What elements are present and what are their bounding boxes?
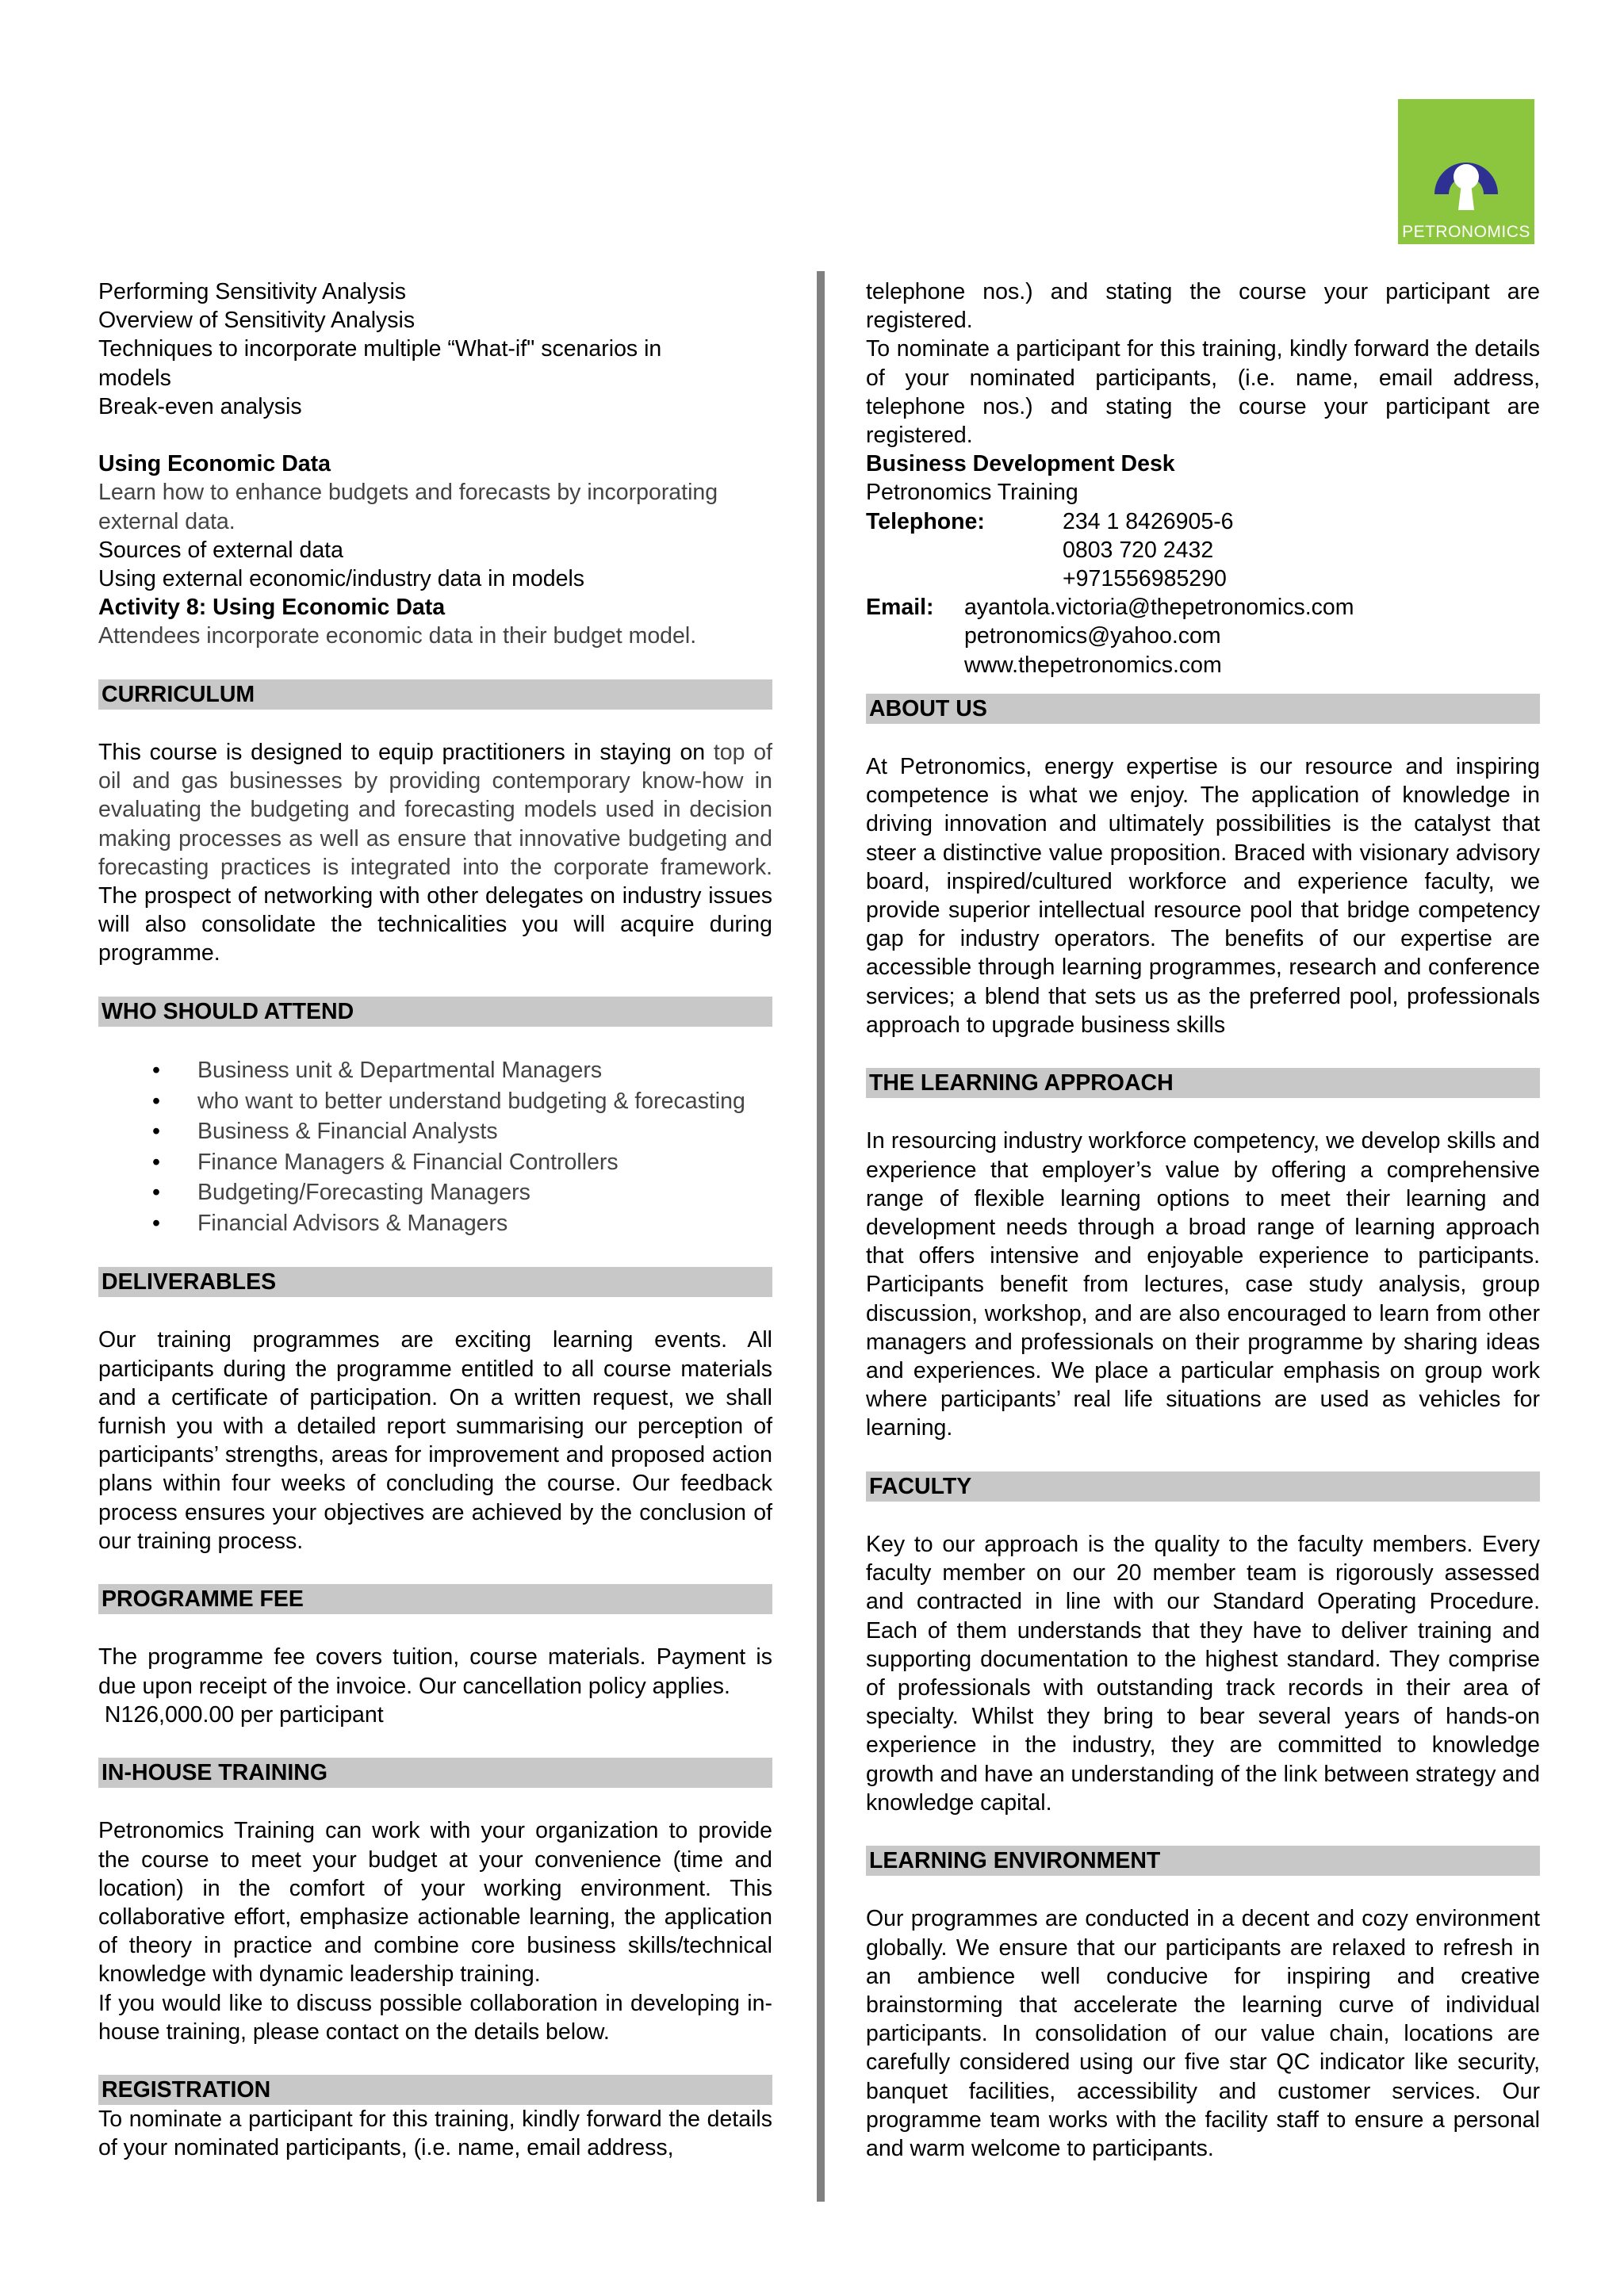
phone-row — [866, 507, 1540, 594]
desk-title: Business Development Desk — [866, 451, 1175, 477]
programme-fee-heading: PROGRAMME FEE — [98, 1584, 772, 1614]
inhouse-text: Petronomics Training can work with your organization to provide the course to meet your budget at your convenience (time and location) in the comfort of your working environment. This collaborative effort, emphasize actionable learning, the application of theory in practice and combine core business skills/technical knowledge with dynamic leadership training. — [98, 1818, 772, 1988]
attendee-list — [98, 1055, 772, 1238]
fee-text: The programme fee covers tuition, course materials. Payment is due upon receipt of the invoice. Our cancellation policy applies. — [98, 1644, 772, 1699]
economic-desc: Learn how to enhance budgets and forecasts by incorporating — [98, 480, 718, 506]
curriculum-heading: CURRICULUM — [98, 679, 772, 710]
registration-continued: telephone nos.) and stating the course your participant are registered. — [866, 279, 1540, 334]
right-column — [866, 277, 1540, 2163]
learning-approach-heading: THE LEARNING APPROACH — [866, 1068, 1540, 1098]
inhouse-contact-text: If you would like to discuss possible collaboration in developing in-house training, please contact on the details below. — [98, 1990, 772, 2045]
about-text: At Petronomics, energy expertise is our resource and inspiring competence is what we enjoy. The application of knowledge in driving innovation and ultimately possibilities is the catalyst that steer a distinctive value proposition. Braced with visionary advisory board, inspired/cultured workforce and experience faculty, we provide superior intellectual resource pool that bridge competency gap for industry operators. The benefits of our expertise are accessible through learning programmes, research and conference services; a blend that sets us as the preferred pool, professionals approach to upgrade business skills — [866, 754, 1540, 1038]
email-row — [866, 593, 1540, 679]
phone-number: 234 1 8426905-6 — [1063, 508, 1234, 534]
sensitivity-line: Performing Sensitivity Analysis — [98, 279, 407, 304]
economic-item: Using external economic/industry data in models — [98, 566, 585, 592]
deliverables-heading: DELIVERABLES — [98, 1267, 772, 1297]
deliverables-text: Our training programmes are exciting learning events. All participants during the programme entitled to all course materials and a certificate of participation. On a written request, we shall furnish you with a detailed report summarising our perception of participants’ strengths, areas for improvement and proposed action plans within four weeks of concluding the course. Our feedback process ensures your objectives are achieved by the conclusion of our training process. — [98, 1327, 772, 1554]
learning-text: In resourcing industry workforce competency, we develop skills and experience that employer’s value by offering a comprehensive range of flexible learning options to meet their learning and development needs through a broad range of learning approach that offers intensive and enjoyable experience to participants. Participants benefit from lectures, case study analysis, group discussion, workshop, and are also encouraged to learn from other managers and professionals on their programme by sharing ideas and experiences. We place a particular emphasis on group work where participants’ real life situations are used as vehicles for learning. — [866, 1128, 1540, 1441]
list-item: • Budgeting/Forecasting Managers — [197, 1177, 772, 1208]
list-item: • Business & Financial Analysts — [197, 1116, 772, 1147]
fee-amount: N126,000.00 per participant — [98, 1701, 384, 1728]
column-divider — [817, 271, 825, 2202]
economic-item: Sources of external data — [98, 537, 343, 563]
phone-label: Telephone: — [866, 508, 985, 534]
email-address[interactable]: petronomics@yahoo.com — [964, 623, 1221, 649]
registration-text: To nominate a participant for this training, kindly forward the details of your nominated participants, (i.e. name, email address, — [98, 2107, 772, 2161]
registration-heading: REGISTRATION — [98, 2075, 772, 2105]
email-address[interactable]: ayantola.victoria@thepetronomics.com — [964, 595, 1354, 621]
list-item: • who want to better understand budgeting & forecasting — [197, 1086, 772, 1117]
list-item: • Business unit & Departmental Managers — [197, 1055, 772, 1086]
sensitivity-line: Techniques to incorporate multiple “What-if" scenarios in — [98, 336, 662, 362]
registration-nominate-text: To nominate a participant for this training, kindly forward the details of your nominated participants, (i.e. name, email address, telephone nos.) and stating the course your participant are registered. — [866, 336, 1540, 449]
petronomics-logo — [1398, 99, 1534, 244]
desk-org: Petronomics Training — [866, 480, 1078, 506]
phone-number: 0803 720 2432 — [1063, 537, 1214, 563]
website-link[interactable]: www.thepetronomics.com — [964, 652, 1222, 678]
activity-desc: Attendees incorporate economic data in their budget model. — [98, 623, 697, 649]
environment-text: Our programmes are conducted in a decent and cozy environment globally. We ensure that our participants are relaxed to refresh in an ambience well conducive for inspiring and creative brainstorming that accelerate the learning curve of individual participants. In consolidation of our value chain, locations are carefully considered using our five star QC indicator like security, banquet facilities, accessibility and customer services. Our programme team works with the facility staff to ensure a personal and warm welcome to participants. — [866, 1906, 1540, 2162]
about-us-heading: ABOUT US — [866, 694, 1540, 724]
keyhole-icon — [1398, 99, 1534, 226]
sensitivity-line: Overview of Sensitivity Analysis — [98, 308, 416, 334]
sensitivity-line: Break-even analysis — [98, 393, 302, 419]
economic-desc: external data. — [98, 508, 236, 534]
logo-wordmark: PETRONOMICS — [1402, 223, 1530, 241]
curriculum-text: This course is designed to equip practitioners in staying on top of oil and gas businesses by providing contemporary know-how in evaluating the budgeting and forecasting models used in decision making processes as well as ensure that innovative budgeting and forecasting practices is integrated into the corporate framework. The prospect of networking with other delegates on industry issues will also consolidate the technicalities you will acquire during programme. — [98, 740, 772, 966]
inhouse-training-heading: IN-HOUSE TRAINING — [98, 1758, 772, 1788]
faculty-heading: FACULTY — [866, 1471, 1540, 1502]
phone-number: +971556985290 — [1063, 566, 1227, 592]
who-should-attend-heading: WHO SHOULD ATTEND — [98, 997, 772, 1027]
economic-title: Using Economic Data — [98, 451, 331, 477]
email-label: Email: — [866, 595, 934, 621]
activity-title: Activity 8: Using Economic Data — [98, 595, 446, 621]
left-column — [98, 277, 772, 2163]
sensitivity-line: models — [98, 365, 171, 391]
faculty-text: Key to our approach is the quality to the faculty members. Every faculty member on our 20 member team is rigorously assessed and contracted in line with our Standard Operating Procedure. Each of them understands that they have to deliver training and supporting documentation to the highest standard. They comprise of professionals with outstanding track records in their area of specialty. Whilst they bring to bear several years of hands-on experience in the industry, they are committed to knowledge growth and have an understanding of the link between strategy and knowledge capital. — [866, 1532, 1540, 1816]
learning-environment-heading: LEARNING ENVIRONMENT — [866, 1846, 1540, 1876]
list-item: • Financial Advisors & Managers — [197, 1208, 772, 1239]
list-item: • Finance Managers & Financial Controllers — [197, 1147, 772, 1178]
